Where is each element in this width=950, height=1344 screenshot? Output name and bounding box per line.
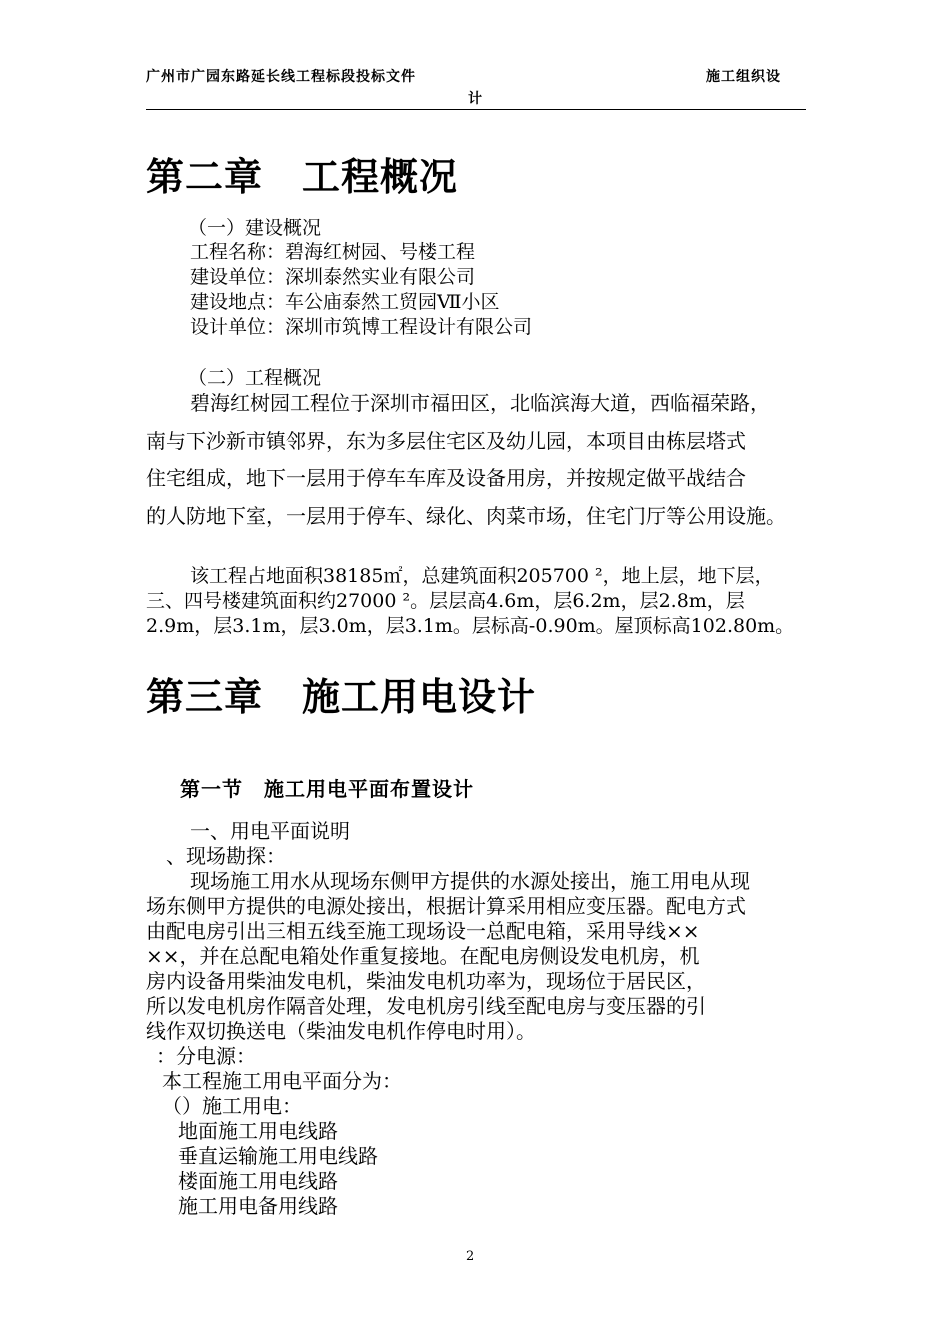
- construction-overview-heading: （一）建设概况: [188, 217, 322, 239]
- power-line-item: 施工用电备用线路: [178, 1194, 338, 1218]
- area-line: 三、四号楼建筑面积约27000 ²。层层高4.6m，层6.2m，层2.8m，层: [146, 590, 745, 612]
- construction-power-heading: （）施工用电：: [162, 1094, 302, 1118]
- survey-line: 场东侧甲方提供的电源处接出，根据计算采用相应变压器。配电方式: [146, 894, 746, 918]
- power-line-item: 地面施工用电线路: [178, 1119, 338, 1143]
- site-survey-heading: 、现场勘探：: [166, 844, 286, 868]
- division-intro: 本工程施工用电平面分为：: [162, 1069, 402, 1093]
- survey-line: 所以发电机房作隔音处理，发电机房引线至配电房与变压器的引: [146, 994, 706, 1018]
- construction-site: 建设地点：车公庙泰然工贸园Ⅶ小区: [190, 291, 500, 313]
- header-doc-type-continuation: 计: [468, 91, 482, 107]
- survey-line: 线作双切换送电（柴油发电机作停电时用）。: [146, 1019, 536, 1043]
- project-overview-heading: （二）工程概况: [188, 367, 322, 389]
- chapter-2-title: 第二章 工程概况: [146, 154, 459, 199]
- sub-power-heading: ：分电源：: [156, 1044, 256, 1068]
- section-1-title: 第一节 施工用电平面布置设计: [180, 777, 474, 801]
- survey-line: 现场施工用水从现场东侧甲方提供的水源处接出，施工用电从现: [190, 869, 750, 893]
- owner-unit: 建设单位：深圳泰然实业有限公司: [190, 266, 476, 288]
- overview-line: 碧海红树园工程位于深圳市福田区，北临滨海大道，西临福荣路，: [190, 391, 770, 415]
- survey-line: 房内设备用柴油发电机，柴油发电机功率为，现场位于居民区，: [146, 969, 706, 993]
- power-line-item: 垂直运输施工用电线路: [178, 1144, 378, 1168]
- project-name: 工程名称：碧海红树园、号楼工程: [190, 241, 476, 263]
- overview-line: 住宅组成，地下一层用于停车车库及设备用房，并按规定做平战结合: [146, 466, 746, 490]
- survey-line: ××，并在总配电箱处作重复接地。在配电房侧设发电机房，机: [146, 944, 700, 968]
- overview-line: 的人防地下室，一层用于停车、绿化、肉菜市场，住宅门厅等公用设施。: [146, 504, 786, 528]
- page-number: 2: [466, 1249, 475, 1264]
- header-doc-type: 施工组织设: [706, 69, 781, 85]
- area-line: 2.9m，层3.1m，层3.0m，层3.1m。层标高-0.90m。屋顶标高102.80m。: [146, 615, 795, 637]
- survey-line: 由配电房引出三相五线至施工现场设一总配电箱，采用导线××: [146, 919, 700, 943]
- item-1-heading: 一、用电平面说明: [190, 819, 350, 843]
- overview-line: 南与下沙新市镇邻界，东为多层住宅区及幼儿园，本项目由栋层塔式: [146, 429, 746, 453]
- chapter-3-title: 第三章 施工用电设计: [146, 674, 537, 719]
- header-rule: [146, 109, 806, 110]
- power-line-item: 楼面施工用电线路: [178, 1169, 338, 1193]
- design-unit: 设计单位：深圳市筑博工程设计有限公司: [190, 316, 533, 338]
- area-line: 该工程占地面积38185㎡，总建筑面积205700 ²，地上层，地下层，: [190, 565, 774, 587]
- header-project-title: 广州市广园东路延长线工程标段投标文件: [146, 69, 416, 85]
